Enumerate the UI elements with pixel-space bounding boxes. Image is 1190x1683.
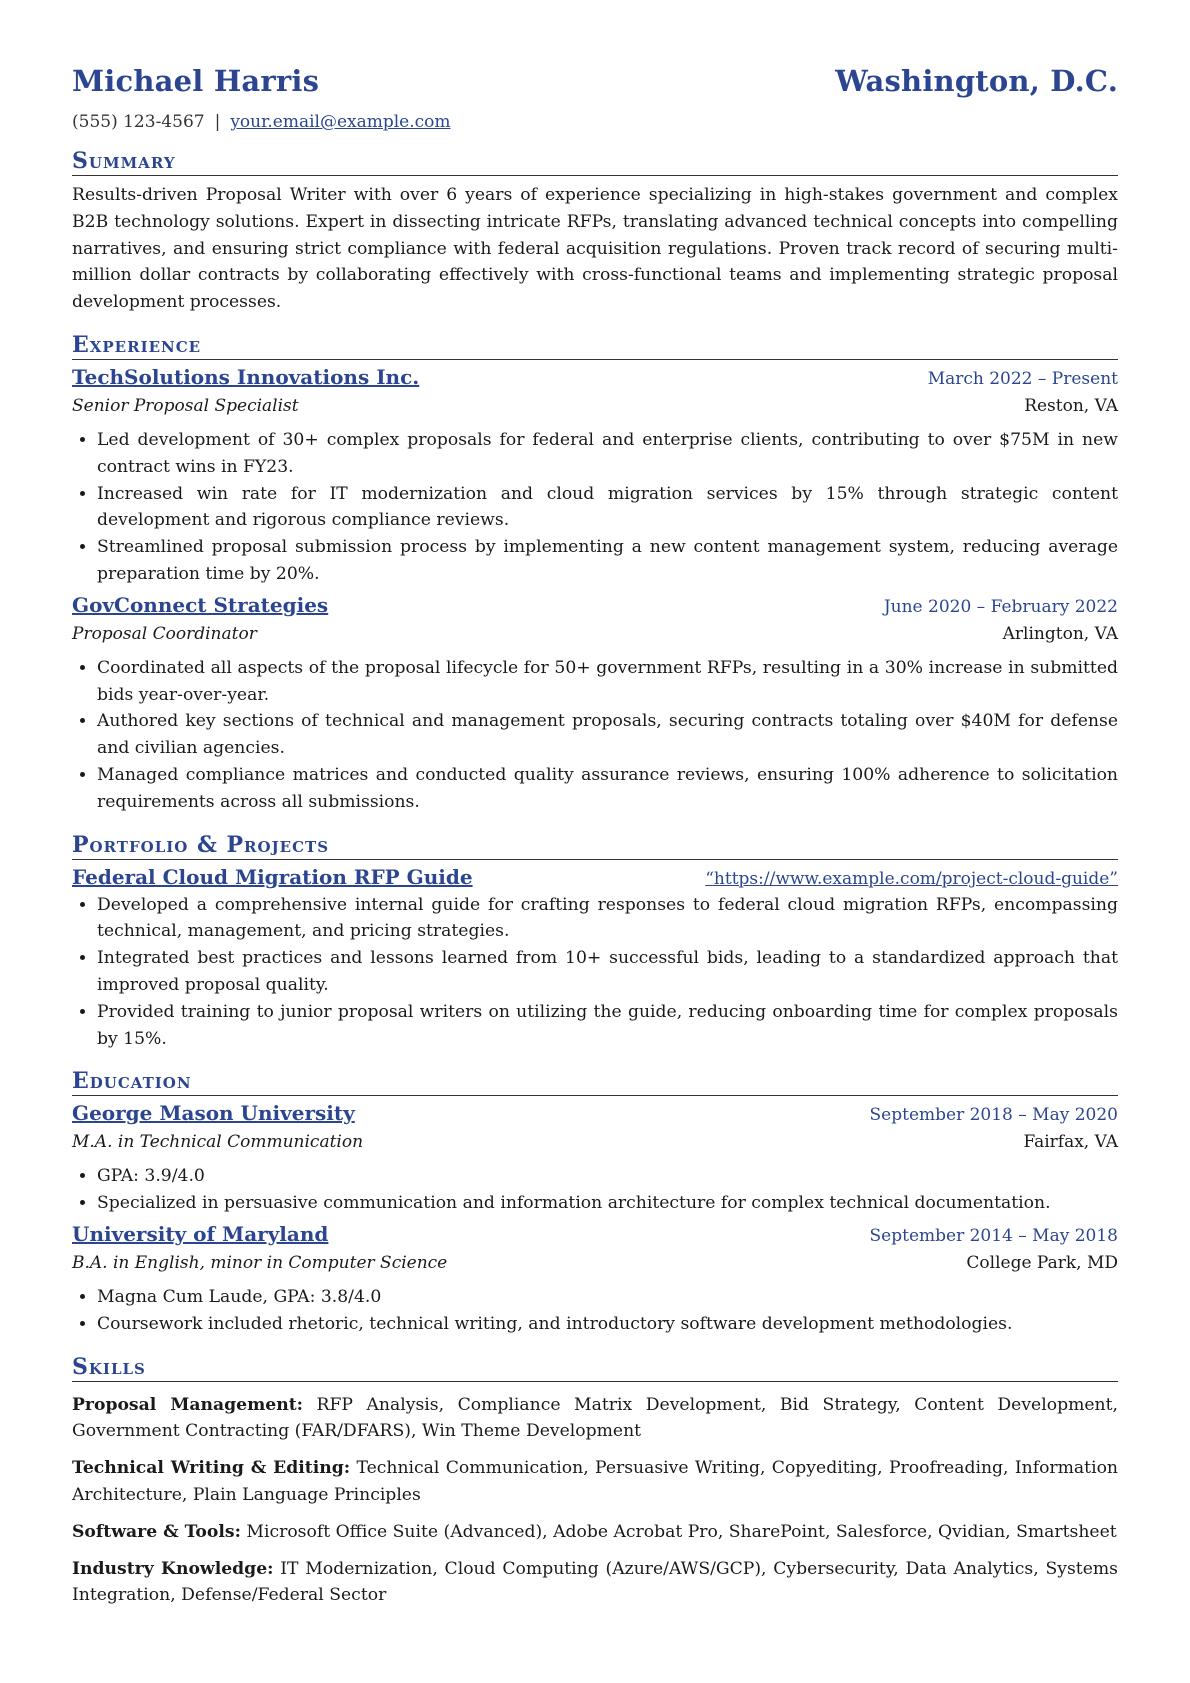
section-title-experience: Experience bbox=[72, 332, 1118, 360]
job-title: Senior Proposal Specialist bbox=[72, 395, 299, 416]
achievement-list bbox=[72, 427, 1118, 588]
section-title-skills: Skills bbox=[72, 1354, 1118, 1382]
list-item: • Coordinated all aspects of the proposal lifecycle for 50+ government RFPs, resulting in a 30% increase in submitted bids year-over-year. bbox=[97, 655, 1118, 709]
list-item: • Specialized in persuasive communication and information architecture for complex technical documentation. bbox=[97, 1190, 1118, 1217]
project-name[interactable]: Federal Cloud Migration RFP Guide bbox=[72, 864, 473, 889]
header bbox=[72, 64, 1118, 98]
job-location: Reston, VA bbox=[1024, 395, 1118, 416]
candidate-name: Michael Harris bbox=[72, 64, 320, 98]
skill-category: Industry Knowledge: bbox=[72, 1558, 274, 1579]
list-item: • Led development of 30+ complex proposals for federal and enterprise clients, contributing to over $75M in new contract wins in FY23. bbox=[97, 427, 1118, 481]
degree: M.A. in Technical Communication bbox=[72, 1132, 364, 1153]
skill-group bbox=[72, 1519, 1118, 1546]
education-section bbox=[72, 1068, 1118, 1337]
job-title: Proposal Coordinator bbox=[72, 623, 257, 644]
education-entry bbox=[72, 1100, 1118, 1217]
section-title-summary: Summary bbox=[72, 148, 1118, 176]
project-details-list bbox=[72, 892, 1118, 1053]
experience-entry bbox=[72, 364, 1118, 588]
project-link[interactable]: “https://www.example.com/project-cloud-guide” bbox=[705, 868, 1118, 889]
skill-values: RFP Analysis, Compliance Matrix Development, Bid Strategy, Content Development, Government Contracting (FAR/DFARS), Win Theme Development bbox=[72, 1394, 1118, 1442]
education-details-list bbox=[72, 1284, 1118, 1338]
school-name[interactable]: George Mason University bbox=[72, 1101, 355, 1126]
achievement-list bbox=[72, 655, 1118, 816]
school-location: Fairfax, VA bbox=[1023, 1132, 1118, 1153]
candidate-location: Washington, D.C. bbox=[835, 64, 1118, 98]
experience-section bbox=[72, 332, 1118, 816]
email-link[interactable]: your.email@example.com bbox=[230, 112, 451, 132]
job-location: Arlington, VA bbox=[1002, 623, 1118, 644]
phone-number: (555) 123-4567 bbox=[72, 112, 205, 132]
school-location: College Park, MD bbox=[966, 1252, 1118, 1273]
skill-values: IT Modernization, Cloud Computing (Azure/AWS/GCP), Cybersecurity, Data Analytics, Systems Integration, Defense/Federal Sector bbox=[72, 1558, 1118, 1606]
employer-name[interactable]: GovConnect Strategies bbox=[72, 592, 329, 617]
skill-group bbox=[72, 1392, 1118, 1446]
list-item: • Managed compliance matrices and conducted quality assurance reviews, ensuring 100% adherence to solicitation requirements across all submissions. bbox=[97, 762, 1118, 816]
school-name[interactable]: University of Maryland bbox=[72, 1221, 329, 1246]
education-dates: September 2014 – May 2018 bbox=[869, 1225, 1118, 1246]
portfolio-section bbox=[72, 832, 1118, 1053]
degree: B.A. in English, minor in Computer Science bbox=[72, 1252, 448, 1273]
employer-name[interactable]: TechSolutions Innovations Inc. bbox=[72, 364, 420, 389]
list-item: • Increased win rate for IT modernization and cloud migration services by 15% through strategic content development and rigorous compliance reviews. bbox=[97, 481, 1118, 535]
project-entry bbox=[72, 864, 1118, 1053]
list-item: • Authored key sections of technical and management proposals, securing contracts totaling over $40M for defense and civilian agencies. bbox=[97, 708, 1118, 762]
contact-separator: | bbox=[214, 112, 221, 132]
summary-text: Results-driven Proposal Writer with over 6 years of experience specializing in high-stakes government and complex B2B technology solutions. Expert in dissecting intricate RFPs, translating advanced technical concepts into compelling narratives, and ensuring strict compliance with federal acquisition regulations. Proven track record of securing multi-million dollar contracts by collaborating effectively with cross-functional teams and implementing strategic proposal development processes. bbox=[72, 185, 1118, 313]
list-item: • Developed a comprehensive internal guide for crafting responses to federal cloud migration RFPs, encompassing technical, management, and pricing strategies. bbox=[97, 892, 1118, 946]
skill-values: Technical Communication, Persuasive Writing, Copyediting, Proofreading, Information Architecture, Plain Language Principles bbox=[72, 1458, 1119, 1505]
experience-entry bbox=[72, 592, 1118, 816]
skill-category: Technical Writing & Editing: bbox=[72, 1458, 351, 1479]
education-entry bbox=[72, 1221, 1118, 1338]
summary-section bbox=[72, 148, 1118, 316]
contact-line bbox=[72, 112, 1118, 132]
skill-values: Microsoft Office Suite (Advanced), Adobe Acrobat Pro, SharePoint, Salesforce, Qvidian, Smartsheet bbox=[246, 1521, 1117, 1542]
list-item: • Integrated best practices and lessons learned from 10+ successful bids, leading to a standardized approach that improved proposal quality. bbox=[97, 945, 1118, 999]
education-details-list bbox=[72, 1163, 1118, 1217]
list-item: • Coursework included rhetoric, technical writing, and introductory software development methodologies. bbox=[97, 1311, 1118, 1338]
list-item: • Streamlined proposal submission process by implementing a new content management system, reducing average preparation time by 20%. bbox=[97, 534, 1118, 588]
skill-group bbox=[72, 1556, 1118, 1610]
section-title-portfolio: Portfolio & Projects bbox=[72, 832, 1118, 860]
skill-group bbox=[72, 1455, 1118, 1509]
skill-category: Software & Tools: bbox=[72, 1521, 241, 1542]
employment-dates: March 2022 – Present bbox=[927, 368, 1118, 389]
skills-section bbox=[72, 1354, 1118, 1610]
list-item: • Provided training to junior proposal writers on utilizing the guide, reducing onboarding time for complex proposals by 15%. bbox=[97, 999, 1118, 1053]
skill-category: Proposal Management: bbox=[72, 1394, 303, 1415]
list-item: • GPA: 3.9/4.0 bbox=[97, 1163, 1118, 1190]
section-title-education: Education bbox=[72, 1068, 1118, 1096]
education-dates: September 2018 – May 2020 bbox=[869, 1105, 1118, 1126]
list-item: • Magna Cum Laude, GPA: 3.8/4.0 bbox=[97, 1284, 1118, 1311]
employment-dates: June 2020 – February 2022 bbox=[883, 596, 1118, 617]
